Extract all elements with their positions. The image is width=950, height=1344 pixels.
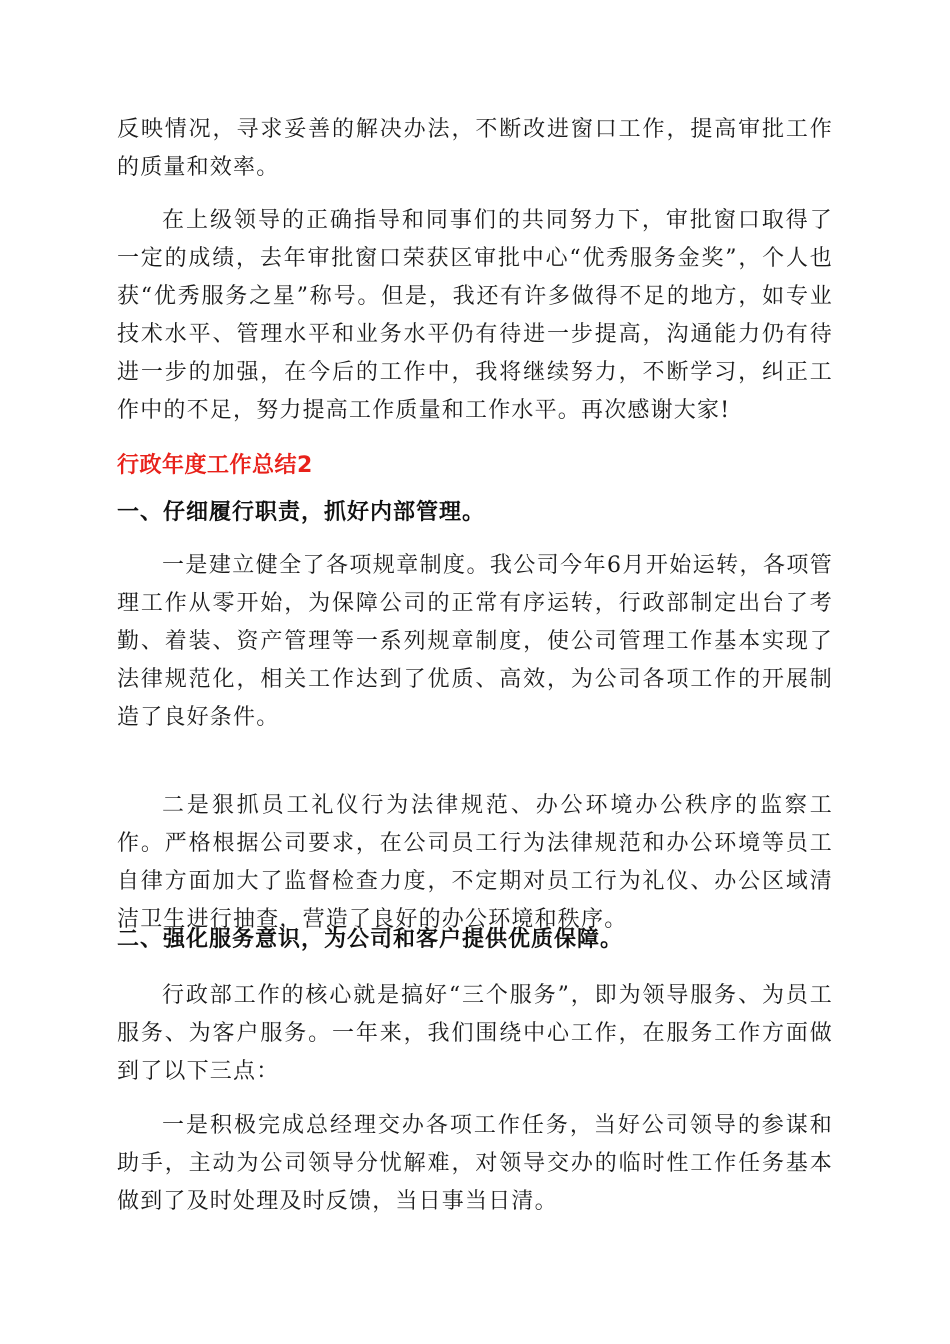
paragraph-leader-tasks: 一是积极完成总经理交办各项工作任务，当好公司领导的参谋和助手，主动为公司领导分忧解难，对领导交办的临时性工作任务基本做到了及时处理及时反馈，当日事当日清。	[117, 1113, 833, 1214]
heading-service-awareness: 二、强化服务意识，为公司和客户提供优质保障。	[117, 927, 624, 952]
paragraph-rules-system: 一是建立健全了各项规章制度。我公司今年6月开始运转，各项管理工作从零开始，为保障公司的正常有序运转，行政部制定出台了考勤、着装、资产管理等一系列规章制度，使公司管理工作基本实现了法律规范化，相关工作达到了优质、高效，为公司各项工作的开展制造了良好条件。	[117, 553, 833, 730]
paragraph-etiquette-supervision: 二是狠抓员工礼仪行为法律规范、办公环境办公秩序的监察工作。严格根据公司要求，在公司员工行为法律规范和办公环境等员工自律方面加大了监督检查力度，不定期对员工行为礼仪、办公区域清洁卫生进行抽查，营造了良好的办公环境和秩序。	[117, 793, 833, 932]
section-title: 行政年度工作总结2	[117, 453, 313, 478]
paragraph-three-services: 行政部工作的核心就是搞好“三个服务”，即为领导服务、为员工服务、为客户服务。一年来，我们围绕中心工作，在服务工作方面做到了以下三点：	[117, 983, 833, 1084]
paragraph-continuation: 反映情况，寻求妥善的解决办法，不断改进窗口工作，提高审批工作的质量和效率。	[117, 117, 833, 180]
heading-internal-management: 一、仔细履行职责，抓好内部管理。	[117, 500, 486, 525]
paragraph-achievements: 在上级领导的正确指导和同事们的共同努力下，审批窗口取得了一定的成绩，去年审批窗口荣获区审批中心“优秀服务金奖”，个人也获“优秀服务之星”称号。但是，我还有许多做得不足的地方，如专业技术水平、管理水平和业务水平仍有待进一步提高，沟通能力仍有待进一步的加强，在今后的工作中，我将继续努力，不断学习，纠正工作中的不足，努力提高工作质量和工作水平。再次感谢大家!	[117, 208, 833, 423]
